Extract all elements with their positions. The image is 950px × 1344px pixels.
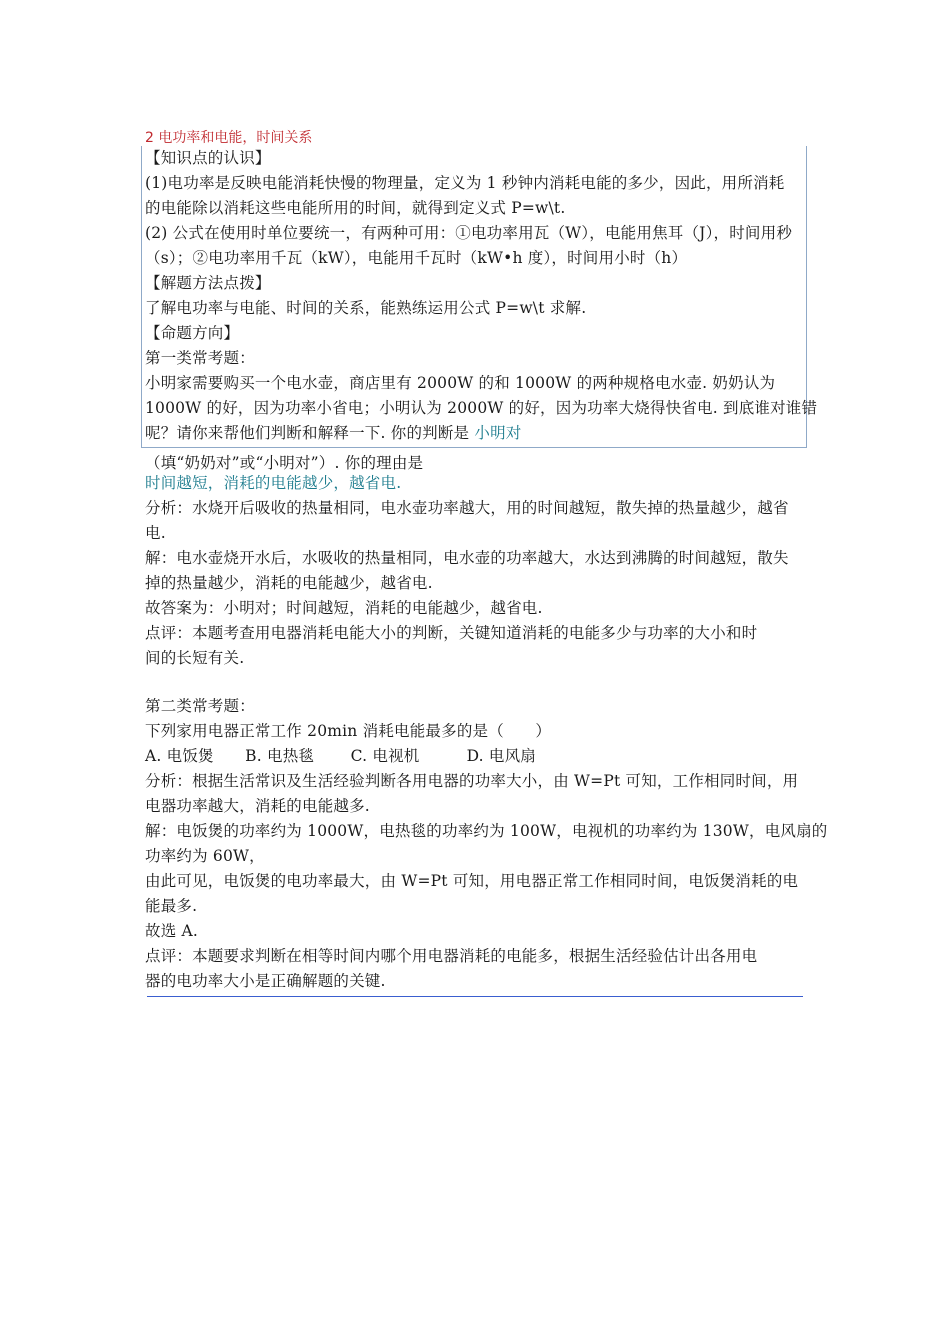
analysis-line: 电.: [145, 524, 166, 542]
answer-reason: 时间越短，消耗的电能越少，越省电.: [145, 474, 402, 492]
q2-solution: 由此可见，电饭煲的电功率最大，由 W=Pt 可知，用电器正常工作相同时间，电饭煲消耗的电: [145, 872, 799, 890]
q2-comment: 点评：本题要求判断在相等时间内哪个用电器消耗的电能多，根据生活经验估计出各用电: [145, 947, 758, 965]
q2-options: A. 电饭煲 B. 电热毯 C. 电视机 D. 电风扇: [145, 747, 537, 765]
q2-comment: 器的电功率大小是正确解题的关键.: [145, 972, 386, 990]
answer-line: 故答案为：小明对；时间越短，消耗的电能越少，越省电.: [145, 599, 543, 617]
q2-solution: 功率约为 60W，: [145, 847, 265, 865]
box-line: 的电能除以消耗这些电能所用的时间，就得到定义式 P=w\t.: [145, 199, 566, 217]
section-heading: 2 电功率和电能，时间关系: [145, 130, 313, 146]
q2-solution: 能最多.: [145, 897, 198, 915]
box-line: 【命题方向】: [145, 324, 240, 342]
comment-line: 点评：本题考查用电器消耗电能大小的判断，关键知道消耗的电能多少与功率的大小和时: [145, 624, 758, 642]
box-line: 了解电功率与电能、时间的关系，能熟练运用公式 P=w\t 求解.: [145, 299, 587, 317]
bottom-divider: [147, 996, 803, 997]
answer-judgment: 小明对: [474, 424, 522, 442]
box-line: 【知识点的认识】: [145, 149, 271, 167]
question-text: 呢？请你来帮他们判断和解释一下. 你的判断是: [145, 424, 475, 442]
fill-instruction: （填“奶奶对”或“小明对”）. 你的理由是: [145, 454, 424, 472]
q2-heading: 第二类常考题：: [145, 697, 255, 715]
box-line: 【解题方法点拨】: [145, 274, 271, 292]
box-line: 小明家需要购买一个电水壶，商店里有 2000W 的和 1000W 的两种规格电水壶. 奶奶认为: [145, 374, 776, 392]
box-line: [145, 421, 522, 446]
q2-analysis: 电器功率越大，消耗的电能越多.: [145, 797, 370, 815]
q2-question: 下列家用电器正常工作 20min 消耗电能最多的是（ ）: [145, 722, 552, 740]
box-line: （s）；②电功率用千瓦（kW），电能用千瓦时（kW•h 度），时间用小时（h）: [145, 249, 688, 267]
comment-line: 间的长短有关.: [145, 649, 245, 667]
solution-line: 掉的热量越少，消耗的电能越少，越省电.: [145, 574, 433, 592]
box-line: 1000W 的好，因为功率小省电；小明认为 2000W 的好，因为功率大烧得快省电. 到底谁对谁错: [145, 399, 818, 417]
solution-line: 解：电水壶烧开水后，水吸收的热量相同，电水壶的功率越大，水达到沸腾的时间越短，散失: [145, 549, 789, 567]
q2-solution: 解：电饭煲的功率约为 1000W，电热毯的功率约为 100W，电视机的功率约为 130W，电风扇的: [145, 822, 828, 840]
box-line: (2) 公式在使用时单位要统一，有两种可用：①电功率用瓦（W），电能用焦耳（J），时间用秒: [145, 224, 793, 242]
q2-choice: 故选 A.: [145, 922, 199, 940]
q2-analysis: 分析：根据生活常识及生活经验判断各用电器的功率大小，由 W=Pt 可知，工作相同时间，用: [145, 772, 799, 790]
box-line: (1)电功率是反映电能消耗快慢的物理量，定义为 1 秒钟内消耗电能的多少，因此，用所消耗: [145, 174, 785, 192]
analysis-line: 分析：水烧开后吸收的热量相同，电水壶功率越大，用的时间越短，散失掉的热量越少，越省: [145, 499, 789, 517]
box-line: 第一类常考题：: [145, 349, 255, 367]
